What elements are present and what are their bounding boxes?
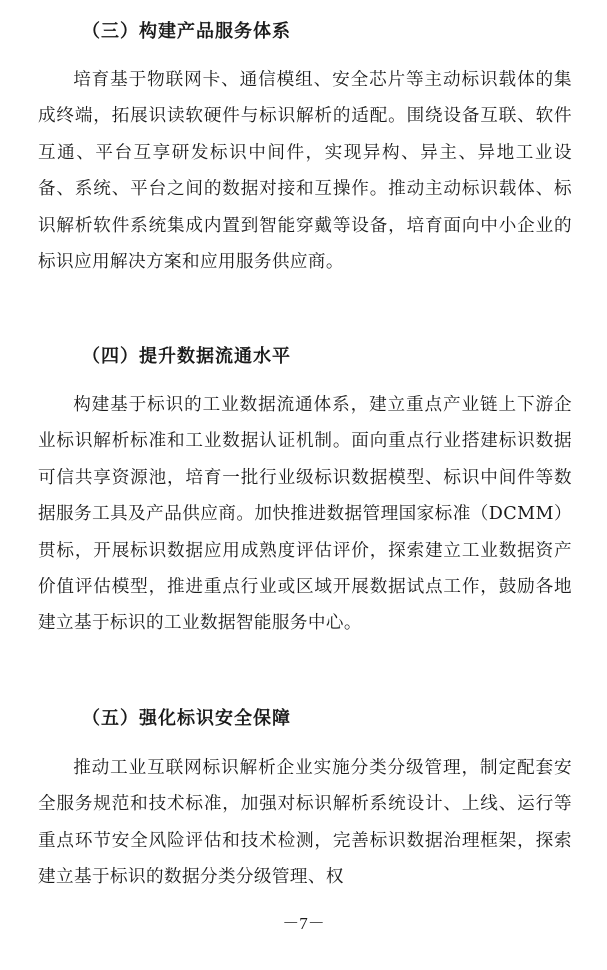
section-heading-5: （五）强化标识安全保障 xyxy=(82,708,291,729)
section-heading-3: （三）构建产品服务体系 xyxy=(82,21,291,42)
section-heading-4: （四）提升数据流通水平 xyxy=(82,346,291,367)
section-paragraph-3: 培育基于物联网卡、通信模组、安全芯片等主动标识载体的集成终端，拓展识读软硬件与标识解析的适配。围绕设备互联、软件互通、平台互享研发标识中间件，实现异构、异主、异地工业设备、系统、平台之间的数据对接和互操作。推动主动标识载体、标识解析软件系统集成内置到智能穿戴等设备，培育面向中小企业的标识应用解决方案和应用服务供应商。 xyxy=(38,70,572,273)
section-paragraph-5: 推动工业互联网标识解析企业实施分类分级管理，制定配套安全服务规范和技术标准，加强对标识解析系统设计、上线、运行等重点环节安全风险评估和技术检测，完善标识数据治理框架，探索建立基于标识的数据分类分级管理、权 xyxy=(38,758,572,888)
page-number: －7－ xyxy=(282,914,325,933)
section-paragraph-4: 构建基于标识的工业数据流通体系，建立重点产业链上下游企业标识解析标准和工业数据认证机制。面向重点行业搭建标识数据可信共享资源池，培育一批行业级标识数据模型、标识中间件等数据服务工具及产品供应商。加快推进数据管理国家标准（DCMM）贯标，开展标识数据应用成熟度评估评价，探索建立工业数据资产价值评估模型，推进重点行业或区域开展数据试点工作，鼓励各地建立基于标识的工业数据智能服务中心。 xyxy=(38,395,572,634)
